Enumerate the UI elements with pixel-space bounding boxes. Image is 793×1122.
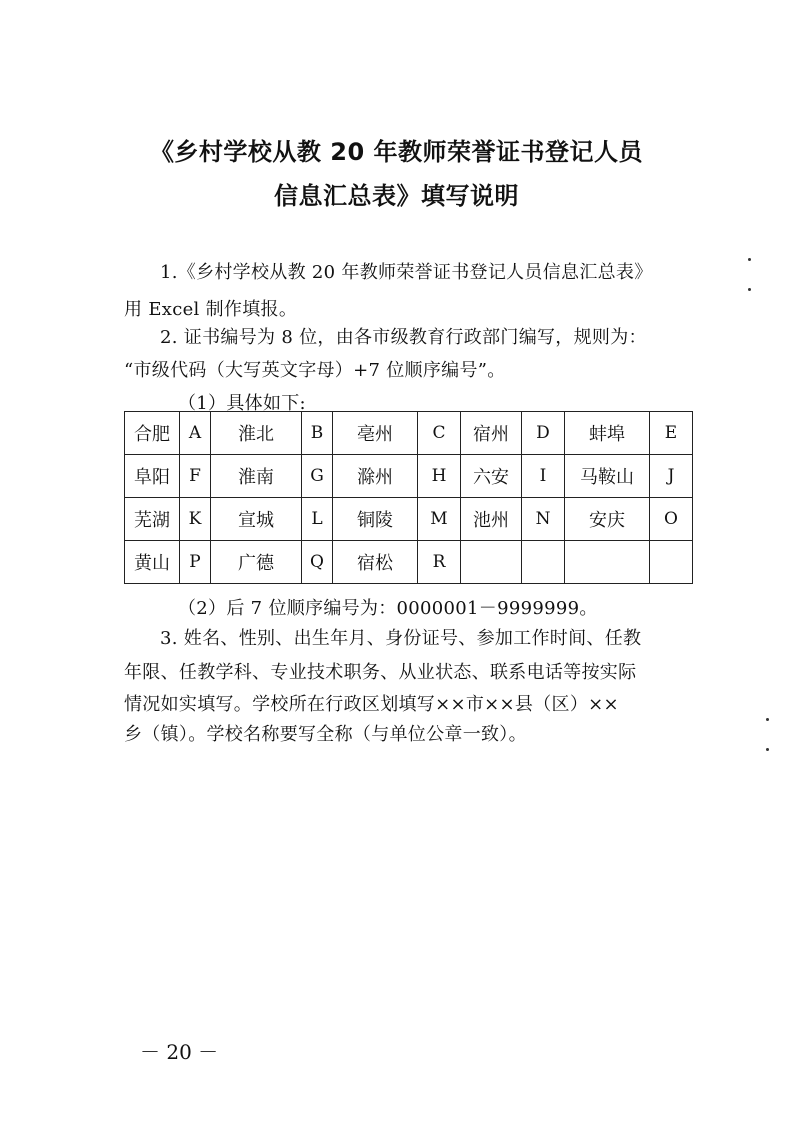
city-code-cell: M [418, 498, 461, 541]
paragraph-1-line-2: 用 Excel 制作填报。 [124, 299, 298, 320]
city-code-cell [650, 541, 693, 584]
city-code-cell: J [650, 455, 693, 498]
city-name-cell: 马鞍山 [565, 455, 650, 498]
city-code-cell: R [418, 541, 461, 584]
page-number: － 20 － [140, 1040, 219, 1064]
city-code-cell: B [302, 412, 333, 455]
city-name-cell: 铜陵 [333, 498, 418, 541]
paragraph-3-line-1: 3. 姓名、性别、出生年月、身份证号、参加工作时间、任教 [160, 628, 642, 649]
city-code-cell: E [650, 412, 693, 455]
document-title-line-2: 信息汇总表》填写说明 [274, 182, 519, 210]
table-row [125, 498, 693, 541]
city-name-cell: 阜阳 [125, 455, 180, 498]
scan-mark [748, 288, 751, 291]
city-name-cell: 宿州 [461, 412, 522, 455]
city-code-cell: I [522, 455, 565, 498]
paragraph-2-sub-1: （1）具体如下: [178, 393, 306, 414]
city-name-cell: 亳州 [333, 412, 418, 455]
paragraph-1-line-1: 1.《乡村学校从教 20 年教师荣誉证书登记人员信息汇总表》 [160, 262, 653, 283]
city-name-cell [565, 541, 650, 584]
paragraph-3-line-3: 情况如实填写。学校所在行政区划填写××市××县（区）×× [124, 694, 619, 715]
city-code-cell: P [180, 541, 211, 584]
city-name-cell: 滁州 [333, 455, 418, 498]
paragraph-2-line-2: “市级代码（大写英文字母）+7 位顺序编号”。 [124, 360, 506, 381]
city-code-cell: H [418, 455, 461, 498]
scan-mark [766, 718, 769, 721]
city-code-cell: K [180, 498, 211, 541]
paragraph-3-line-2: 年限、任教学科、专业技术职务、从业状态、联系电话等按实际 [124, 662, 637, 683]
city-name-cell: 合肥 [125, 412, 180, 455]
paragraph-2-sub-2: （2）后 7 位顺序编号为：0000001－9999999。 [178, 598, 598, 619]
city-name-cell: 池州 [461, 498, 522, 541]
city-code-cell: O [650, 498, 693, 541]
city-code-cell [522, 541, 565, 584]
city-code-cell: D [522, 412, 565, 455]
city-code-cell: N [522, 498, 565, 541]
city-code-table [124, 411, 693, 584]
city-name-cell: 淮北 [211, 412, 302, 455]
paragraph-3-line-4: 乡（镇）。学校名称要写全称（与单位公章一致）。 [124, 724, 527, 745]
city-name-cell: 蚌埠 [565, 412, 650, 455]
city-code-cell: F [180, 455, 211, 498]
city-name-cell: 芜湖 [125, 498, 180, 541]
city-code-cell: L [302, 498, 333, 541]
table-row [125, 412, 693, 455]
scan-mark [766, 748, 769, 751]
city-code-cell: Q [302, 541, 333, 584]
city-code-cell: C [418, 412, 461, 455]
city-name-cell: 淮南 [211, 455, 302, 498]
city-name-cell: 广德 [211, 541, 302, 584]
paragraph-2-line-1: 2. 证书编号为 8 位，由各市级教育行政部门编写，规则为： [160, 327, 647, 348]
city-code-cell: G [302, 455, 333, 498]
city-name-cell: 六安 [461, 455, 522, 498]
city-code-cell: A [180, 412, 211, 455]
city-name-cell: 宿松 [333, 541, 418, 584]
scan-mark [748, 258, 751, 261]
city-name-cell [461, 541, 522, 584]
city-name-cell: 宣城 [211, 498, 302, 541]
table-row [125, 455, 693, 498]
document-title-line-1: 《乡村学校从教 20 年教师荣誉证书登记人员 [149, 138, 644, 166]
city-name-cell: 安庆 [565, 498, 650, 541]
city-name-cell: 黄山 [125, 541, 180, 584]
table-row [125, 541, 693, 584]
